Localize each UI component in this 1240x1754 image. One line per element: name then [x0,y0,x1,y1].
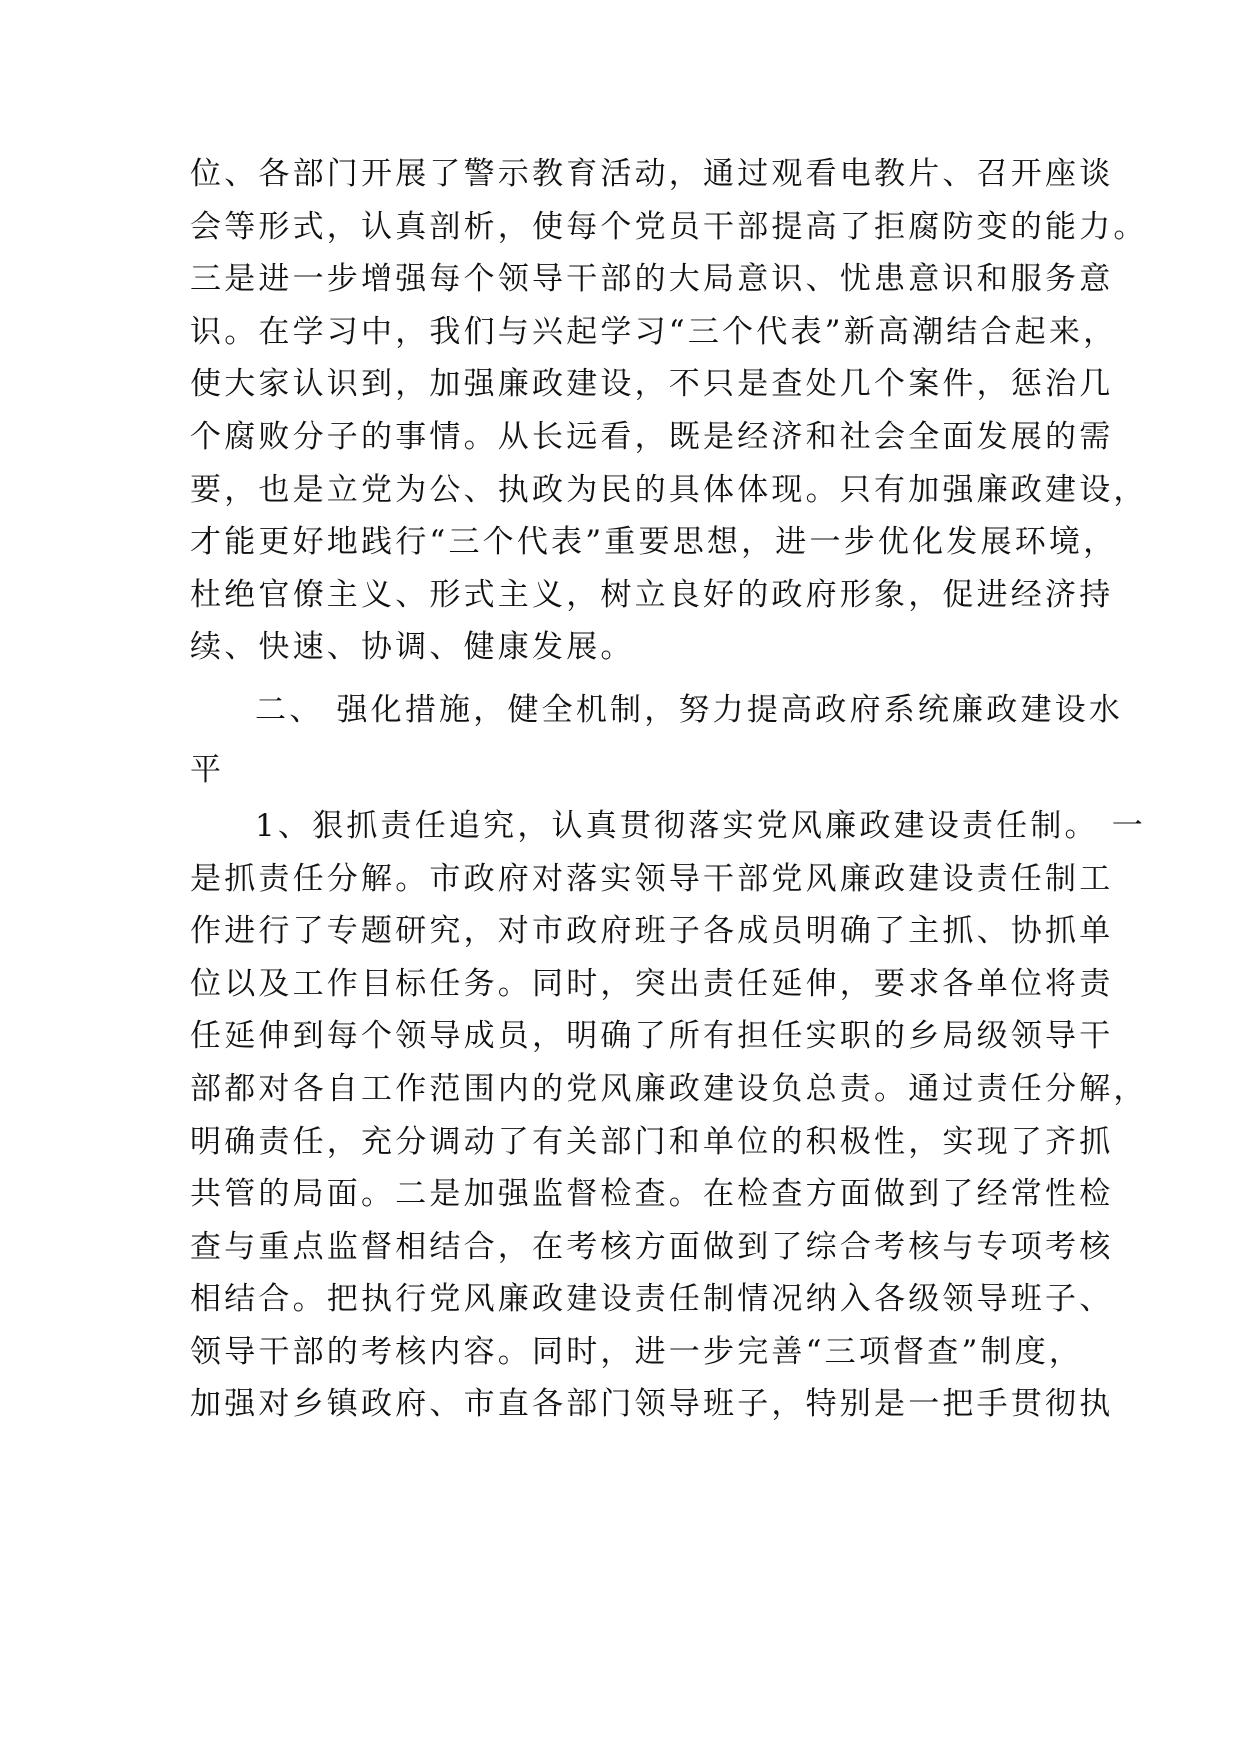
body-line: 位以及工作目标任务。同时，突出责任延伸，要求各单位将责 [190,965,1114,1002]
body-line: 相结合。把执行党风廉政建设责任制情况纳入各级领导班子、 [190,1281,1114,1318]
body-line: 识。在学习中，我们与兴起学习“三个代表”新高潮结合起来， [190,313,1118,350]
body-line: 位、各部门开展了警示教育活动，通过观看电教片、召开座谈 [190,156,1114,192]
body-line: 任延伸到每个领导成员，明确了所有担任实职的乡局级领导干 [190,1018,1114,1055]
body-line: 作进行了专题研究，对市政府班子各成员明确了主抓、协抓单 [190,913,1114,950]
body-line: 部都对各自工作范围内的党风廉政建设负总责。通过责任分解， [190,1070,1148,1107]
body-line: 续、快速、协调、健康发展。 [190,629,635,666]
body-line: 1、狠抓责任追究，认真贯彻落实党风廉政建设责任制。 一 [255,807,1146,844]
body-line: 是抓责任分解。市政府对落实领导干部党风廉政建设责任制工 [190,860,1114,897]
section-heading: 二、 强化措施，健全机制，努力提高政府系统廉政建设水 [255,691,1124,728]
body-line: 才能更好地践行“三个代表”重要思想，进一步优化发展环境， [190,524,1118,561]
body-line: 领导干部的考核内容。同时，进一步完善“三项督查”制度， [190,1333,1084,1370]
body-line: 明确责任，充分调动了有关部门和单位的积极性，实现了齐抓 [190,1123,1114,1160]
document-body [190,148,1148,1431]
body-line: 共管的局面。二是加强监督检查。在检查方面做到了经常性检 [190,1176,1114,1213]
body-line: 加强对乡镇政府、市直各部门领导班子，特别是一把手贯彻执 [190,1386,1114,1423]
body-line: 三是进一步增强每个领导干部的大局意识、忧患意识和服务意 [190,261,1114,298]
body-line: 个腐败分子的事情。从长远看，既是经济和社会全面发展的需 [190,418,1114,455]
section-heading-continuation: 平 [190,751,225,788]
body-line: 使大家认识到，加强廉政建设，不只是查处几个案件，惩治几 [190,366,1114,403]
body-line: 杜绝官僚主义、形式主义，树立良好的政府形象，促进经济持 [190,576,1114,613]
body-line: 会等形式，认真剖析，使每个党员干部提高了拒腐防变的能力。 [190,208,1148,245]
body-line: 查与重点监督相结合，在考核方面做到了综合考核与专项考核 [190,1228,1114,1265]
body-line: 要，也是立党为公、执政为民的具体体现。只有加强廉政建设， [190,471,1148,508]
